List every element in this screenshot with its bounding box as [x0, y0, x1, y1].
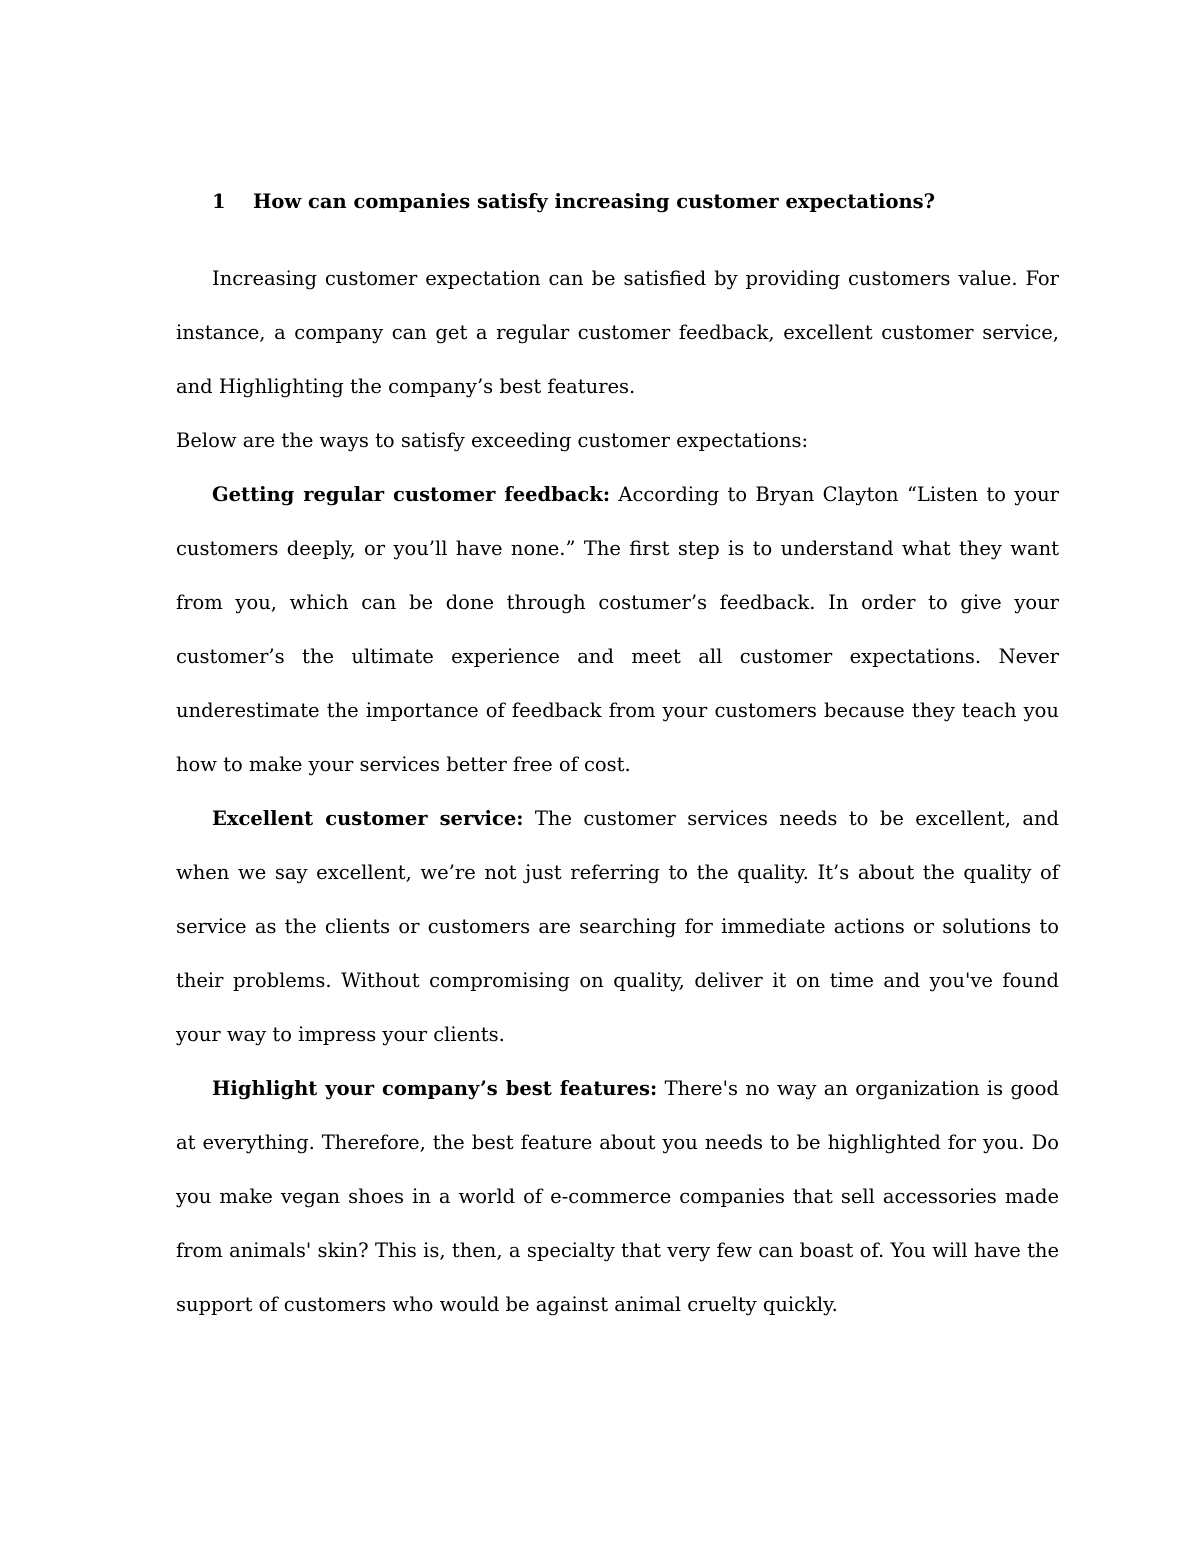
section-heading — [176, 184, 1059, 220]
features-body: There's no way an organization is good at everything. Therefore, the best feature about you needs to be highlighted for you. Do you make vegan shoes in a world of e-commerce companies that sell accessories made from animals' skin? This is, then, a specialty that very few can boast of. You will have the support of customers who would be against animal cruelty quickly. — [176, 1077, 1059, 1316]
features-title: Highlight your company’s best features: — [212, 1077, 658, 1100]
list-lead-paragraph: Below are the ways to satisfy exceeding customer expectations: — [176, 429, 809, 452]
heading-text: How can companies satisfy increasing customer expectations? — [253, 190, 936, 213]
document-body — [176, 184, 1059, 1332]
feedback-body: According to Bryan Clayton “Listen to your customers deeply, or you’ll have none.” The first step is to understand what they want from you, which can be done through costumer’s feedback. In order to give your customer’s the ultimate experience and meet all customer expectations. Never underestimate the importance of feedback from your customers because they teach you how to make your services better free of cost. — [176, 483, 1059, 776]
service-title: Excellent customer service: — [212, 807, 524, 830]
service-body: The customer services needs to be excellent, and when we say excellent, we’re not just referring to the quality. It’s about the quality of service as the clients or customers are searching for immediate actions or solutions to their problems. Without compromising on quality, deliver it on time and you've found your way to impress your clients. — [176, 807, 1060, 1046]
feedback-title: Getting regular customer feedback: — [212, 483, 611, 506]
features-paragraph — [176, 1062, 1059, 1332]
service-paragraph — [176, 792, 1059, 1062]
feedback-paragraph — [176, 468, 1059, 792]
intro-paragraph: Increasing customer expectation can be satisfied by providing customers value. For instance, a company can get a regular customer feedback, excellent customer service, and Highlighting the company’s best features. — [176, 267, 1059, 398]
heading-number: 1 — [212, 190, 226, 213]
